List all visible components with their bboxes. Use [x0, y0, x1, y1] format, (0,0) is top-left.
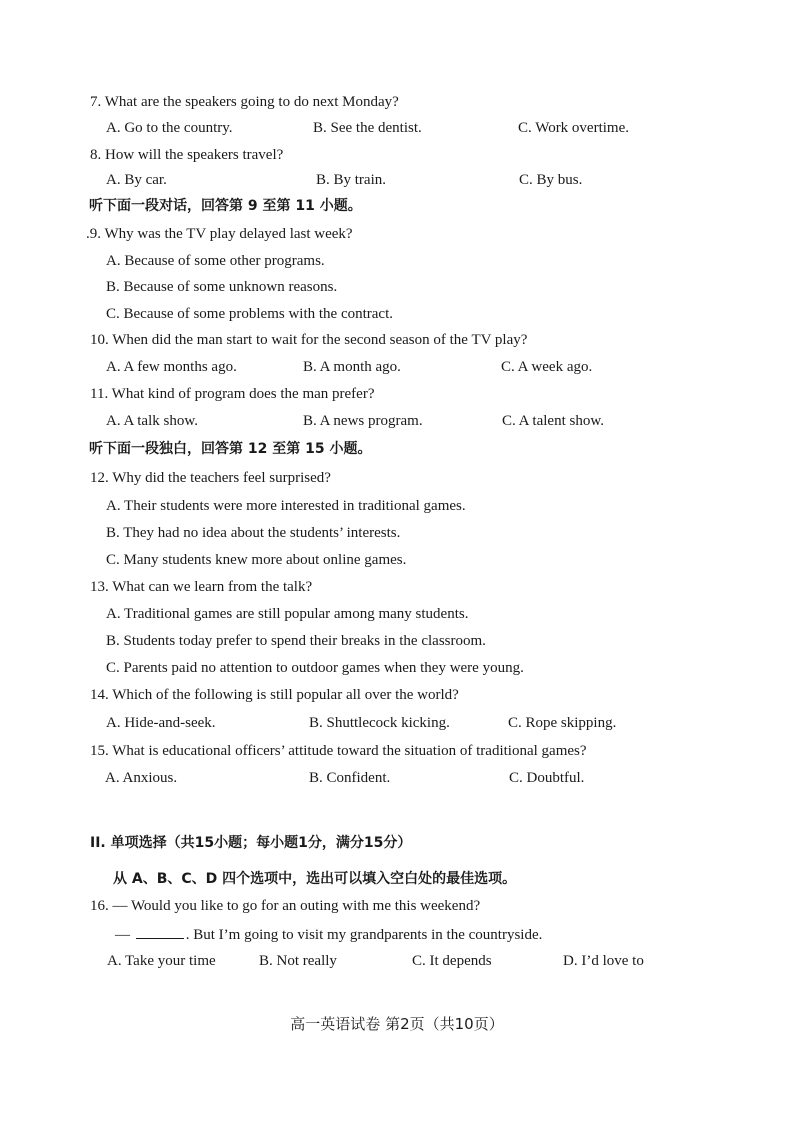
- question-8-option-a: A. By car.: [106, 172, 167, 188]
- page-footer: 高一英语试卷 第2页（共10页）: [290, 1015, 504, 1033]
- question-16-reply: [115, 924, 542, 944]
- question-11-option-a: A. A talk show.: [106, 413, 198, 429]
- question-11-options: [0, 412, 794, 430]
- question-12-option-c: C. Many students knew more about online games.: [106, 552, 407, 568]
- listening-instruction-2: 听下面一段独白，回答第 12 至第 15 小题。: [89, 441, 372, 457]
- question-7-stem: 7. What are the speakers going to do next Monday?: [90, 94, 399, 110]
- question-13-option-a: A. Traditional games are still popular among many students.: [106, 606, 469, 622]
- question-10-option-b: B. A month ago.: [303, 359, 401, 375]
- question-10-option-a: A. A few months ago.: [106, 359, 237, 375]
- question-14-option-a: A. Hide-and-seek.: [106, 715, 216, 731]
- question-16-option-d: D. I’d love to: [563, 953, 644, 969]
- question-15-stem: 15. What is educational officers’ attitude toward the situation of traditional games?: [90, 743, 587, 759]
- question-9-option-c: C. Because of some problems with the contract.: [106, 306, 394, 322]
- question-15-option-c: C. Doubtful.: [509, 770, 585, 786]
- listening-instruction-1: 听下面一段对话，回答第 9 至第 11 小题。: [89, 198, 362, 214]
- question-11-stem: 11. What kind of program does the man prefer?: [90, 386, 375, 402]
- question-8-stem: 8. How will the speakers travel?: [90, 147, 284, 163]
- question-16-option-c: C. It depends: [412, 953, 492, 969]
- section-2-heading: II. 单项选择（共15小题；每小题1分，满分15分）: [90, 835, 412, 851]
- question-15-option-b: B. Confident.: [309, 770, 391, 786]
- question-7-option-a: A. Go to the country.: [106, 120, 233, 136]
- question-10-stem: 10. When did the man start to wait for the second season of the TV play?: [90, 332, 528, 348]
- question-16-option-a: A. Take your time: [107, 953, 216, 969]
- question-16-stem: 16. — Would you like to go for an outing with me this weekend?: [90, 898, 481, 914]
- question-12-option-a: A. Their students were more interested in traditional games.: [106, 498, 466, 514]
- question-13-option-b: B. Students today prefer to spend their breaks in the classroom.: [106, 633, 486, 649]
- section-2-instruction: 从 A、B、C、D 四个选项中，选出可以填入空白处的最佳选项。: [113, 871, 517, 887]
- question-13-stem: 13. What can we learn from the talk?: [90, 579, 313, 595]
- question-10-option-c: C. A week ago.: [501, 359, 593, 375]
- question-12-option-b: B. They had no idea about the students’ interests.: [106, 525, 401, 541]
- question-14-option-c: C. Rope skipping.: [508, 715, 617, 731]
- question-15-options: [0, 769, 794, 787]
- question-10-options: [0, 358, 794, 376]
- question-16-options: [0, 952, 794, 970]
- question-13-option-c: C. Parents paid no attention to outdoor games when they were young.: [106, 660, 524, 676]
- question-14-stem: 14. Which of the following is still popular all over the world?: [90, 687, 459, 703]
- question-16-option-b: B. Not really: [259, 953, 337, 969]
- question-9-stem: .9. Why was the TV play delayed last week?: [86, 226, 353, 242]
- question-14-option-b: B. Shuttlecock kicking.: [309, 715, 450, 731]
- question-16-dash: —: [115, 927, 130, 943]
- question-12-stem: 12. Why did the teachers feel surprised?: [90, 470, 331, 486]
- question-15-option-a: A. Anxious.: [105, 770, 178, 786]
- question-7-option-c: C. Work overtime.: [518, 120, 629, 136]
- question-7-option-b: B. See the dentist.: [313, 120, 422, 136]
- question-9-option-a: A. Because of some other programs.: [106, 253, 325, 269]
- question-11-option-b: B. A news program.: [303, 413, 423, 429]
- question-11-option-c: C. A talent show.: [502, 413, 604, 429]
- question-9-option-b: B. Because of some unknown reasons.: [106, 279, 338, 295]
- question-8-option-c: C. By bus.: [519, 172, 583, 188]
- question-7-options: [0, 119, 794, 137]
- question-8-option-b: B. By train.: [316, 172, 386, 188]
- question-8-options: [0, 171, 794, 189]
- question-16-blank: [136, 924, 184, 939]
- question-16-reply-text: . But I’m going to visit my grandparents in the countryside.: [185, 927, 543, 943]
- question-14-options: [0, 714, 794, 732]
